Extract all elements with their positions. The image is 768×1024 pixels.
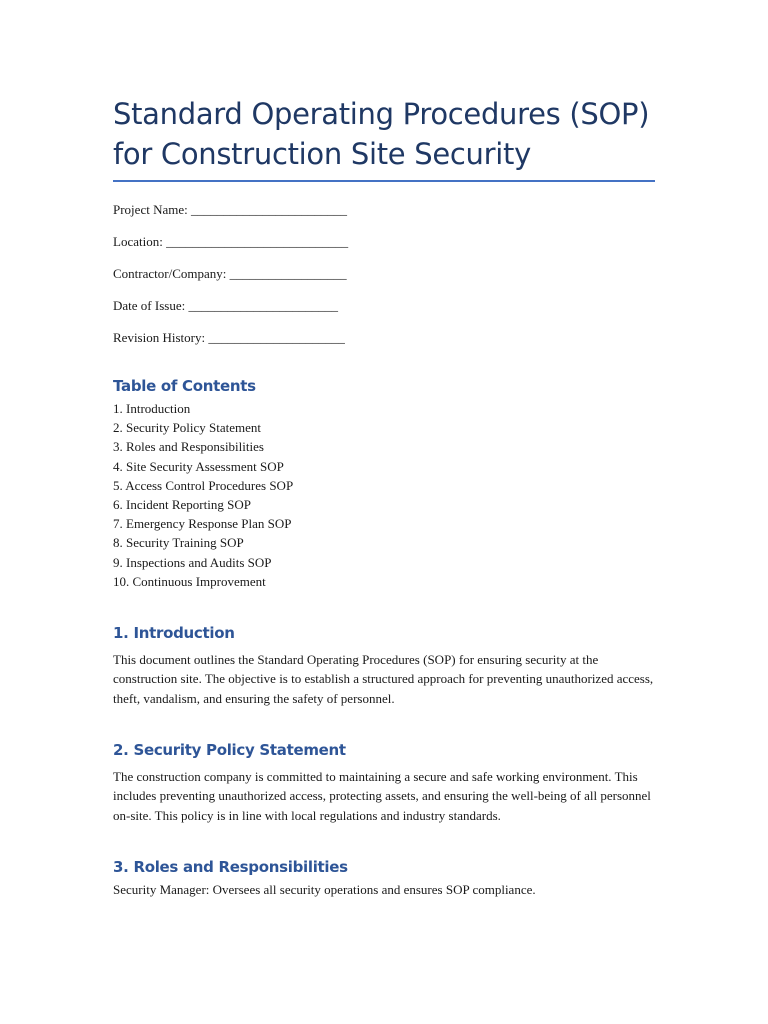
section-body-roles: Security Manager: Oversees all security operations and ensures SOP compliance. <box>113 881 536 897</box>
toc-list <box>113 399 655 591</box>
section-heading-security-policy: 2. Security Policy Statement <box>113 740 346 759</box>
document-title <box>113 94 655 174</box>
toc-item: 7. Emergency Response Plan SOP <box>113 516 292 532</box>
project-name-field: Project Name: ________________________ <box>113 202 347 217</box>
document-page <box>113 94 655 899</box>
date-of-issue-field: Date of Issue: _______________________ <box>113 298 338 313</box>
toc-item: 1. Introduction <box>113 401 191 416</box>
toc-item: 10. Continuous Improvement <box>113 573 266 589</box>
toc-item: 8. Security Training SOP <box>113 535 244 551</box>
section-heading-introduction: 1. Introduction <box>113 624 235 643</box>
title-underline <box>113 180 655 182</box>
location-field: Location: ____________________________ <box>113 234 349 249</box>
header-fields <box>113 202 655 362</box>
section-heading-roles: 3. Roles and Responsibilities <box>113 857 348 876</box>
section-body-security-policy: The construction company is committed to maintaining a secure and safe working environment. This includes preventing unauthorized access, protecting assets, and ensuring the well-being of all personnel on-site. This policy is in line with local regulations and industry standards. <box>113 768 651 823</box>
revision-history-field: Revision History: _____________________ <box>113 330 345 345</box>
contractor-field: Contractor/Company: __________________ <box>113 266 347 281</box>
toc-item: 4. Site Security Assessment SOP <box>113 458 284 474</box>
section-body-introduction: This document outlines the Standard Operating Procedures (SOP) for ensuring security at the construction site. The objective is to establish a structured approach for preventing unauthorized access, theft, vandalism, and ensuring the safety of personnel. <box>113 652 654 706</box>
title-line-1: Standard Operating Procedures (SOP) <box>113 97 650 131</box>
toc-item: 9. Inspections and Audits SOP <box>113 554 272 570</box>
toc-item: 6. Incident Reporting SOP <box>113 497 251 513</box>
toc-heading: Table of Contents <box>113 377 256 395</box>
toc-item: 5. Access Control Procedures SOP <box>113 477 294 493</box>
toc-item: 2. Security Policy Statement <box>113 420 262 436</box>
title-line-2: for Construction Site Security <box>113 137 531 171</box>
toc-item: 3. Roles and Responsibilities <box>113 439 264 455</box>
